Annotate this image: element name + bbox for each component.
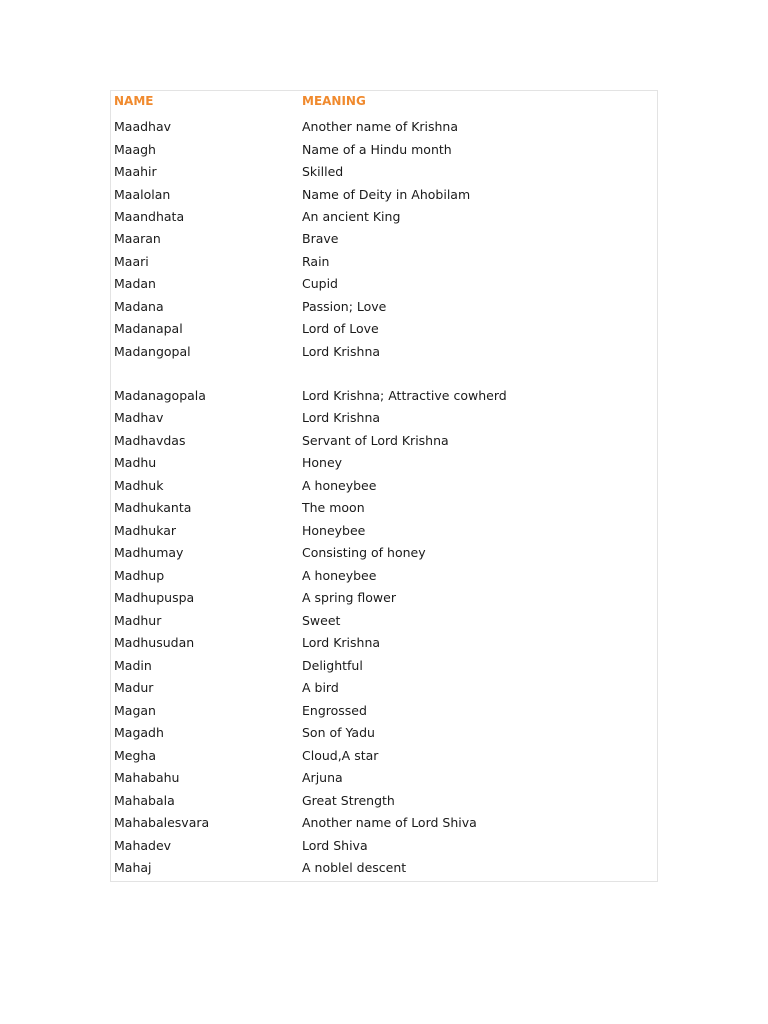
cell-meaning: Brave (302, 231, 339, 246)
cell-name: Madhupuspa (114, 590, 195, 605)
header-meaning: MEANING (302, 94, 366, 108)
table-row (114, 408, 654, 428)
cell-name: Madangopal (114, 344, 191, 359)
table-row (114, 858, 654, 878)
cell-name: Madan (114, 276, 156, 291)
table-row (114, 588, 654, 608)
cell-meaning: Name of a Hindu month (302, 142, 452, 157)
table-row (114, 611, 654, 631)
table-row (114, 723, 654, 743)
cell-meaning: Sweet (302, 613, 341, 628)
cell-name: Magan (114, 703, 156, 718)
table-row (114, 117, 654, 137)
cell-meaning: Another name of Lord Shiva (302, 815, 477, 830)
cell-name: Madhu (114, 455, 157, 470)
cell-name: Maari (114, 254, 149, 269)
table-row (114, 319, 654, 339)
cell-meaning: Lord Krishna (302, 344, 381, 359)
cell-name: Madanagopala (114, 388, 206, 403)
cell-name: Maagh (114, 142, 156, 157)
cell-name: Maadhav (114, 119, 172, 134)
cell-meaning: Great Strength (302, 793, 395, 808)
cell-name: Madhav (114, 410, 164, 425)
table-row (114, 543, 654, 563)
cell-meaning: Delightful (302, 658, 363, 673)
cell-meaning: A honeybee (302, 568, 377, 583)
table-row (114, 252, 654, 272)
cell-meaning: Lord Krishna (302, 410, 381, 425)
cell-meaning: Lord Shiva (302, 838, 368, 853)
cell-meaning: Lord Krishna; Attractive cowherd (302, 388, 507, 403)
cell-meaning: A honeybee (302, 478, 377, 493)
table-row (114, 297, 654, 317)
cell-meaning: Skilled (302, 164, 344, 179)
cell-meaning: Another name of Krishna (302, 119, 459, 134)
table-row (114, 768, 654, 788)
table-row (114, 185, 654, 205)
cell-meaning: Engrossed (302, 703, 367, 718)
table-row (114, 566, 654, 586)
table-row (114, 836, 654, 856)
table-row (114, 678, 654, 698)
table-row (114, 453, 654, 473)
cell-meaning: Lord of Love (302, 321, 379, 336)
cell-name: Maalolan (114, 187, 171, 202)
cell-meaning: A noblel descent (302, 860, 407, 875)
cell-name: Maaran (114, 231, 161, 246)
cell-name: Maahir (114, 164, 157, 179)
cell-name: Mahadev (114, 838, 172, 853)
cell-name: Madhukanta (114, 500, 192, 515)
cell-name: Madhuk (114, 478, 164, 493)
cell-meaning: Rain (302, 254, 330, 269)
table-row (114, 342, 654, 362)
cell-meaning: Name of Deity in Ahobilam (302, 187, 471, 202)
cell-meaning: Honey (302, 455, 343, 470)
cell-name: Magadh (114, 725, 164, 740)
cell-name: Mahabala (114, 793, 175, 808)
table-row (114, 431, 654, 451)
cell-meaning: A spring flower (302, 590, 396, 605)
cell-name: Mahabahu (114, 770, 180, 785)
cell-meaning: Arjuna (302, 770, 343, 785)
cell-name: Madur (114, 680, 154, 695)
table-row (114, 498, 654, 518)
cell-name: Madhavdas (114, 433, 186, 448)
table-row (114, 229, 654, 249)
table-row (114, 791, 654, 811)
cell-meaning: Lord Krishna (302, 635, 381, 650)
cell-meaning: Cloud,A star (302, 748, 379, 763)
cell-meaning: Servant of Lord Krishna (302, 433, 449, 448)
cell-meaning: An ancient King (302, 209, 401, 224)
cell-meaning: Son of Yadu (302, 725, 375, 740)
cell-name: Madhup (114, 568, 165, 583)
table-row (114, 813, 654, 833)
cell-meaning: Cupid (302, 276, 338, 291)
cell-name: Megha (114, 748, 156, 763)
cell-name: Madhumay (114, 545, 184, 560)
cell-meaning: Consisting of honey (302, 545, 426, 560)
cell-meaning: The moon (302, 500, 365, 515)
cell-meaning: A bird (302, 680, 339, 695)
table-row (114, 476, 654, 496)
cell-name: Mahaj (114, 860, 152, 875)
table-row (114, 701, 654, 721)
cell-name: Madhukar (114, 523, 177, 538)
cell-name: Maandhata (114, 209, 185, 224)
cell-name: Mahabalesvara (114, 815, 210, 830)
table-row (114, 746, 654, 766)
cell-name: Madhur (114, 613, 162, 628)
table-row (114, 140, 654, 160)
table-row (114, 633, 654, 653)
table-row (114, 274, 654, 294)
table-row (114, 521, 654, 541)
cell-name: Madin (114, 658, 152, 673)
header-name: NAME (114, 94, 154, 108)
table-row (114, 162, 654, 182)
cell-name: Madana (114, 299, 164, 314)
cell-meaning: Passion; Love (302, 299, 387, 314)
cell-name: Madanapal (114, 321, 183, 336)
table-header-row (114, 91, 654, 111)
table-row (114, 656, 654, 676)
table-row (114, 386, 654, 406)
table-row (114, 207, 654, 227)
cell-name: Madhusudan (114, 635, 195, 650)
cell-meaning: Honeybee (302, 523, 366, 538)
